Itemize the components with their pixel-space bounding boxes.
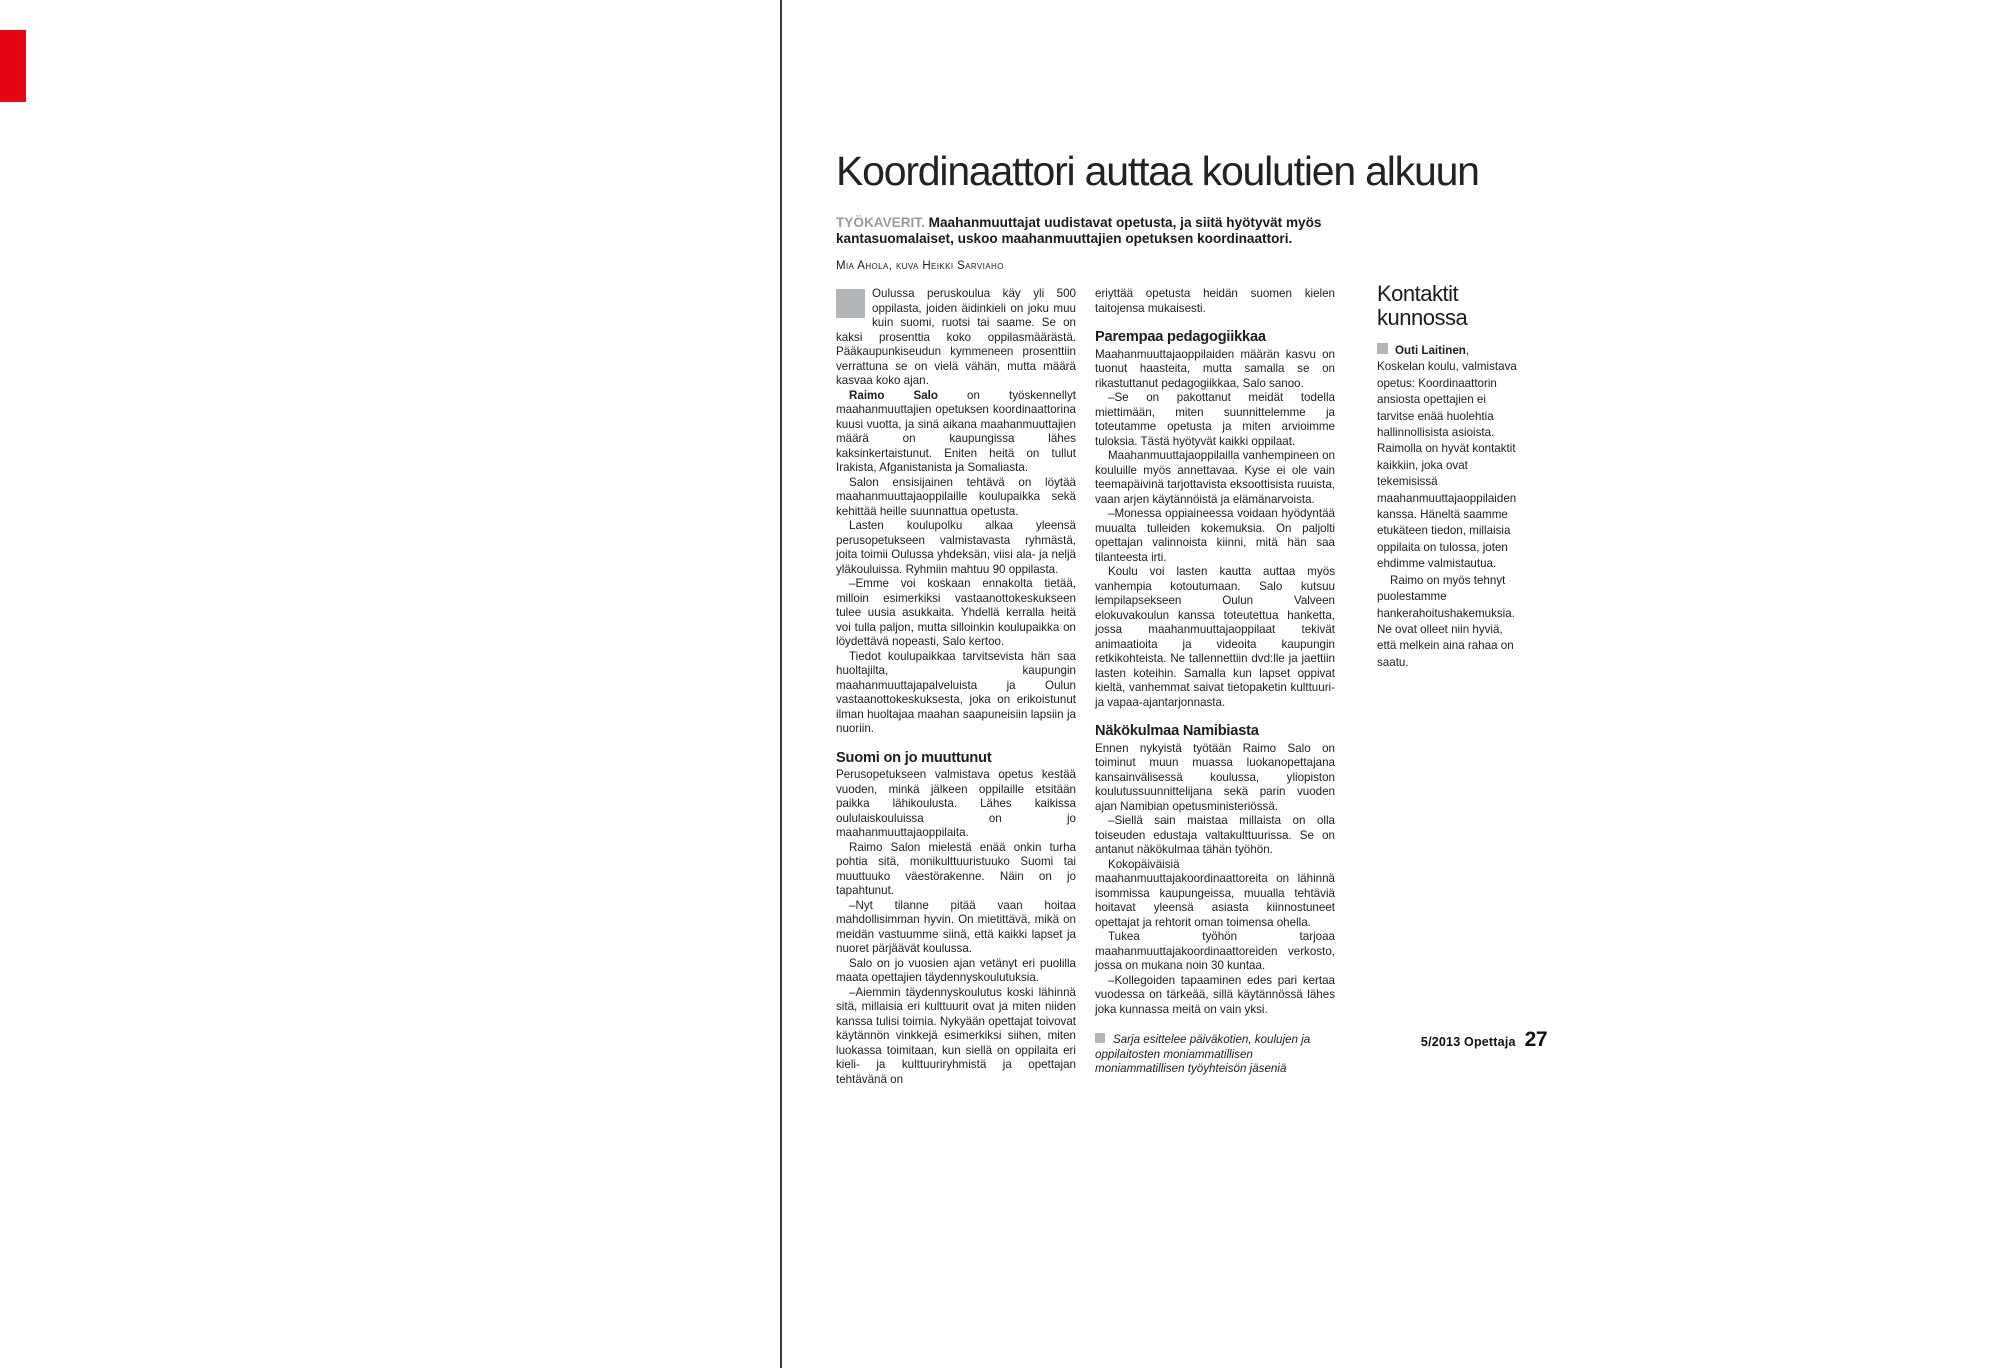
body-paragraph: Raimo on myös tehnyt puolestamme hankerahoitushakemuksia. Ne ovat olleet niin hyviä, että melkein aina rahaa on saatu. bbox=[1377, 573, 1515, 669]
series-note: Sarja esittelee päiväkotien, koulujen ja oppilaitosten moniammatillisen moniammatillisen työyhteisön jäseniä bbox=[1095, 1033, 1311, 1075]
body-paragraph: Raimo Salo on työskennellyt maahanmuuttajien opetuksen koordinaattorina kuusi vuotta, ja sinä aikana maahanmuuttajien määrä on kaupungissa lähes kaksinkertaistunut. Eniten heitä on tullut Irakista, Afganistanista ja Somaliasta. bbox=[836, 388, 1077, 474]
body-paragraph: Kokopäiväisiä maahanmuuttajakoordinaattoreita on lähinnä isommissa kaupungeissa, muualla tehtäviä hoitavat yleensä asiasta kiinnostuneet opettajat ja rehtorit oman toimensa ohella. bbox=[1095, 857, 1335, 929]
body-paragraph: –Siellä sain maistaa millaista on olla toiseuden edustaja valtakulttuurissa. Se on antanut näkökulmaa tähän työhön. bbox=[1095, 814, 1335, 856]
kicker-label: TYÖKAVERIT. bbox=[836, 215, 925, 230]
body-paragraph: Ennen nykyistä työtään Raimo Salo on toiminut muun muassa luokanopettajana kansainvälisessä koulussa, yliopiston koulutussuunnittelijana sekä parin vuoden ajan Namibian opetusministeriössä. bbox=[1095, 741, 1335, 813]
issue-label: 5/2013 Opettaja bbox=[1420, 1035, 1516, 1049]
dropcap-square bbox=[836, 289, 865, 318]
page-edge-red-marker bbox=[0, 30, 26, 102]
body-paragraph: Oulussa peruskoulua käy yli 500 oppilasta, joiden äidinkieli on joku muu kuin suomi, ruotsi tai saame. Se on kaksi prosenttia koko oppilasmäärästä. Pääkaupunkiseudun kymmeneen prosenttiin verrattuna se on vielä vähän, mutta määrä kasvaa koko ajan. bbox=[836, 287, 1076, 387]
standfirst bbox=[836, 215, 1341, 247]
article-columns bbox=[836, 281, 1520, 1087]
lead-name: Raimo Salo bbox=[849, 388, 938, 402]
section-heading: Näkökulmaa Namibiasta bbox=[1095, 723, 1259, 739]
body-paragraph: Lasten koulupolku alkaa yleensä perusopetukseen valmistavasta ryhmästä, joita toimii Oulussa yhdeksän, viisi ala- ja neljä yläkouluissa. Ryhmiin mahtuu 90 oppilasta. bbox=[836, 519, 1076, 576]
page-fold-divider bbox=[780, 0, 782, 1368]
body-paragraph: –Emme voi koskaan ennakolta tietää, milloin esimerkiksi vastaanottokeskukseen tulee uusia asukkaita. Yhdellä kerralla heitä voi tulla paljon, mutta silloinkin koulupaikka on löydettävä nopeasti, Salo kertoo. bbox=[836, 577, 1076, 648]
body-paragraph: –Monessa oppiaineessa voidaan hyödyntää muualta tulleiden kokemuksia. On paljolti opettajan valinnoista kiinni, mitä hän saa tilanteesta irti. bbox=[1095, 507, 1335, 564]
body-paragraph: –Kollegoiden tapaaminen edes pari kertaa vuodessa on tärkeää, sillä käytännössä lähes joka kunnassa meitä on vain yksi. bbox=[1095, 973, 1335, 1016]
body-paragraph: Perusopetukseen valmistava opetus kestää vuoden, minkä jälkeen oppilaille etsitään paikka lähikoulusta. Lähes kaikissa oululaiskouluissa on jo maahanmuuttajaoppilaita. bbox=[836, 768, 1076, 839]
bullet-square-icon bbox=[1377, 343, 1388, 354]
bullet-square-icon bbox=[1095, 1033, 1105, 1043]
body-paragraph: Tiedot koulupaikkaa tarvitsevista hän saa huoltajilta, kaupungin maahanmuuttajapalveluista ja Oulun vastaanottokeskuksesta, joka on erikoistunut ilman huoltajaa maahan saapuneisiin lapsiin ja nuoriin. bbox=[836, 649, 1076, 735]
body-paragraph: Salo on jo vuosien ajan vetänyt eri puolilla maata opettajien täydennyskoulutuksia. bbox=[836, 956, 1076, 984]
lead-name: Outi Laitinen bbox=[1395, 344, 1466, 357]
body-paragraph: Maahanmuuttajaoppilaiden määrän kasvu on tuonut haasteita, mutta samalla se on rikastuttanut pedagogiikkaa, Salo sanoo. bbox=[1095, 347, 1335, 390]
page-footer bbox=[1395, 1028, 1547, 1052]
page-number: 27 bbox=[1524, 1028, 1547, 1051]
sidebar-heading: Kontaktit kunnossa bbox=[1377, 281, 1468, 330]
body-paragraph: Tukea työhön tarjoaa maahanmuuttajakoordinaattoreiden verkosto, jossa on mukana noin 30 kuntaa. bbox=[1095, 930, 1335, 972]
body-paragraph: Koulu voi lasten kautta auttaa myös vanhempia kotoutumaan. Salo kutsuu lempilapsekseen Oulun Valveen elokuvakoulun kanssa toteutettua hanketta, jossa maahanmuuttajaoppilaat tekivät animaatioita ja videoita kaupungin retkikohteista. Ne tallennettiin dvd:lle ja jaettiin lasten koteihin. Samalla kun lapset oppivat kieltä, vanhemmat saivat tietopaketin kulttuuri- ja vapaa-ajantarjonnasta. bbox=[1095, 565, 1335, 709]
body-paragraph: eriyttää opetusta heidän suomen kielen taitojensa mukaisesti. bbox=[1095, 287, 1335, 315]
body-paragraph: –Aiemmin täydennyskoulutus koski lähinnä sitä, millaisia eri kulttuurit ovat ja miten niiden kanssa tulisi toimia. Nykyään opettajat toivovat käytännön vinkkejä esimerkiksi siihen, miten luokassa toimitaan, kun siellä on oppilaita eri kieli- ja kulttuuriryhmistä ja opettajan tehtävänä on bbox=[836, 985, 1076, 1086]
byline: Mia Ahola, kuva Heikki Sarviaho bbox=[836, 260, 1004, 272]
article-column-2 bbox=[1095, 287, 1335, 1077]
body-paragraph: –Nyt tilanne pitää vaan hoitaa mahdollisimman hyvin. On mietittävä, mikä on meidän vastuumme siinä, että kaikki lapset ja nuoret pärjäävät koulussa. bbox=[836, 898, 1076, 955]
section-heading: Parempaa pedagogiikkaa bbox=[1095, 329, 1266, 345]
body-paragraph: Maahanmuuttajaoppilailla vanhempineen on kouluille myös annettavaa. Kyse ei ole vain teemapäivinä tarjottavista eksoottisista ruuista, vaan arjen käytännöistä ja elämänarvoista. bbox=[1095, 449, 1335, 506]
article-column-1 bbox=[836, 287, 1076, 1087]
article-title: Koordinaattori auttaa koulutien alkuun bbox=[836, 148, 1479, 194]
body-paragraph: –Se on pakottanut meidät todella miettimään, miten suunnittelemme ja toteutamme opetusta ja miten arvioimme tuloksia. Tästä hyötyvät kaikki oppilaat. bbox=[1095, 391, 1335, 448]
section-heading: Suomi on jo muuttunut bbox=[836, 749, 992, 766]
standfirst-text: Maahanmuuttajat uudistavat opetusta, ja siitä hyötyvät myös kantasuomalaiset, uskoo maahanmuuttajien opetuksen koordinaattori. bbox=[836, 215, 1322, 246]
body-paragraph: Raimo Salon mielestä enää onkin turha pohtia sitä, monikulttuuristuuko Suomi tai muuttuuko väestörakenne. Näin on jo tapahtunut. bbox=[836, 840, 1076, 897]
article bbox=[836, 148, 1520, 1087]
body-paragraph: Outi Laitinen, Koskelan koulu, valmistava opetus: Koordinaattorin ansiosta opettajien ei tarvitse enää huolehtia hallinnollisista asioista. Raimolla on hyvät kontaktit kaikkiin, joka ovat tekemisissä maahanmuuttajaoppilaiden kanssa. Häneltä saamme etukäteen tiedon, millaisia oppilaita on tulossa, joten ehdimme valmistautua. bbox=[1377, 344, 1517, 571]
sidebar-body bbox=[1377, 343, 1518, 671]
body-paragraph: Salon ensisijainen tehtävä on löytää maahanmuuttajaoppilaille koulupaikka sekä kehittää heille suunnattua opetusta. bbox=[836, 475, 1076, 518]
sidebar-box bbox=[1377, 281, 1518, 671]
